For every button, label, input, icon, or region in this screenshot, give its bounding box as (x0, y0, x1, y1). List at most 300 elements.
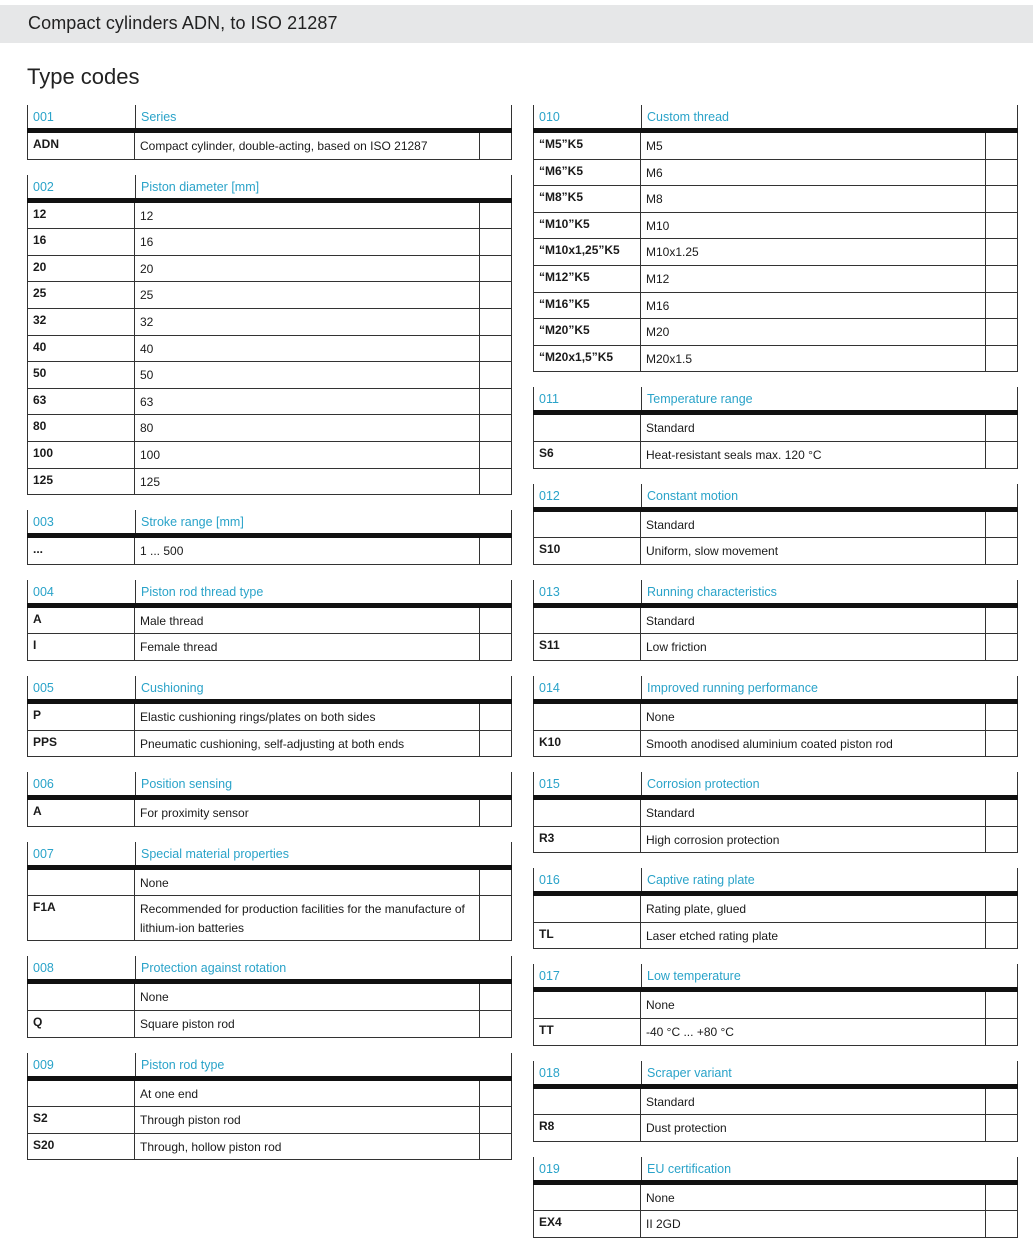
divider (511, 105, 512, 128)
option-description: Standard (641, 512, 986, 538)
left-column (27, 105, 512, 1175)
table-row (533, 827, 1018, 854)
selection-cell (480, 1081, 511, 1107)
group-code: 006 (33, 777, 54, 792)
divider (641, 1061, 642, 1084)
selection-cell (480, 133, 511, 159)
option-code (534, 512, 641, 538)
table-row (27, 1134, 512, 1161)
group-code: 002 (33, 179, 54, 194)
group-label: Custom thread (647, 110, 729, 124)
option-description: None (135, 984, 480, 1010)
option-code: 63 (28, 389, 135, 415)
option-description: Pneumatic cushioning, self-adjusting at both ends (135, 731, 480, 757)
selection-cell (480, 1011, 511, 1037)
option-code: S2 (28, 1107, 135, 1133)
option-code (534, 992, 641, 1018)
option-description: Compact cylinder, double-acting, based on ISO 21287 (135, 133, 480, 159)
table-row (533, 415, 1018, 442)
option-code: 20 (28, 256, 135, 282)
group-code: 019 (539, 1161, 560, 1176)
divider (641, 772, 642, 795)
group-label: Series (141, 110, 177, 124)
group-header (533, 1061, 1018, 1084)
option-code (534, 608, 641, 634)
option-description: None (641, 992, 986, 1018)
selection-cell (480, 1134, 511, 1160)
type-code-group (533, 484, 1018, 565)
divider (641, 1157, 642, 1180)
option-code: ... (28, 538, 135, 564)
divider (135, 772, 136, 795)
option-code: “M20x1,5”K5 (534, 346, 641, 372)
table-row (533, 896, 1018, 923)
table-row (27, 389, 512, 416)
option-description: Low friction (641, 634, 986, 660)
table-row (533, 1019, 1018, 1046)
option-description: Square piston rod (135, 1011, 480, 1037)
type-code-group (27, 510, 512, 565)
option-code (28, 1081, 135, 1107)
table-row (27, 256, 512, 283)
type-code-group (533, 772, 1018, 853)
group-label: Low temperature (647, 969, 741, 984)
option-code (28, 984, 135, 1010)
divider (511, 510, 512, 533)
option-code (534, 1089, 641, 1115)
group-label: Protection against rotation (141, 961, 287, 976)
table-row (533, 319, 1018, 346)
group-label: Special material properties (141, 846, 289, 861)
option-description: M12 (641, 266, 986, 292)
option-code: ADN (28, 133, 135, 159)
selection-cell (480, 203, 511, 229)
table-row (533, 1089, 1018, 1116)
table-row (533, 923, 1018, 950)
divider (511, 580, 512, 603)
option-description: M16 (641, 293, 986, 319)
option-code (534, 415, 641, 441)
selection-cell (480, 1107, 511, 1133)
option-code (534, 1185, 641, 1211)
divider (511, 676, 512, 699)
group-header (533, 964, 1018, 987)
option-description: M10 (641, 213, 986, 239)
group-header (533, 1157, 1018, 1180)
type-code-group (533, 1157, 1018, 1238)
type-code-group (533, 868, 1018, 949)
option-code: 32 (28, 309, 135, 335)
group-code: 011 (539, 392, 559, 407)
selection-cell (986, 800, 1017, 826)
divider (1017, 580, 1018, 603)
type-code-group (27, 1053, 512, 1161)
table-row (27, 704, 512, 731)
table-row (27, 896, 512, 941)
divider (641, 484, 642, 507)
selection-cell (986, 1185, 1017, 1211)
table-row (27, 731, 512, 758)
selection-cell (986, 186, 1017, 212)
option-description: 20 (135, 256, 480, 282)
selection-cell (480, 256, 511, 282)
type-code-group (27, 105, 512, 160)
option-description: M6 (641, 160, 986, 186)
divider (641, 676, 642, 699)
selection-cell (986, 213, 1017, 239)
selection-cell (480, 442, 511, 468)
divider (1017, 387, 1018, 410)
divider (1017, 1157, 1018, 1180)
table-row (533, 538, 1018, 565)
group-label: Stroke range [mm] (141, 515, 244, 530)
table-row (27, 309, 512, 336)
option-description: 50 (135, 362, 480, 388)
group-code: 005 (33, 680, 54, 695)
option-description: Rating plate, glued (641, 896, 986, 922)
option-code: 12 (28, 203, 135, 229)
table-row (533, 186, 1018, 213)
option-description: Heat-resistant seals max. 120 °C (641, 442, 986, 468)
group-code: 003 (33, 515, 54, 530)
selection-cell (986, 992, 1017, 1018)
table-row (533, 442, 1018, 469)
selection-cell (986, 896, 1017, 922)
option-code: 50 (28, 362, 135, 388)
type-code-group (533, 387, 1018, 468)
option-description: 125 (135, 469, 480, 495)
selection-cell (480, 309, 511, 335)
option-code: Q (28, 1011, 135, 1037)
table-row (27, 800, 512, 827)
selection-cell (480, 389, 511, 415)
type-code-group (27, 956, 512, 1037)
group-header (27, 1053, 512, 1076)
type-code-group (27, 772, 512, 827)
option-code: TL (534, 923, 641, 949)
table-row (27, 442, 512, 469)
option-code (534, 704, 641, 730)
divider (641, 964, 642, 987)
divider (641, 580, 642, 603)
selection-cell (986, 346, 1017, 372)
option-description: 25 (135, 282, 480, 308)
option-code: “M10”K5 (534, 213, 641, 239)
page-title: Type codes (27, 64, 140, 89)
option-description: None (641, 704, 986, 730)
option-code: PPS (28, 731, 135, 757)
option-code: “M20”K5 (534, 319, 641, 345)
option-code: S20 (28, 1134, 135, 1160)
option-description: Standard (641, 1089, 986, 1115)
group-label: Piston diameter [mm] (141, 179, 260, 194)
selection-cell (480, 896, 511, 940)
group-header (27, 772, 512, 795)
divider (135, 956, 136, 979)
selection-cell (986, 1115, 1017, 1141)
table-row (27, 229, 512, 256)
group-header (533, 868, 1018, 891)
option-description: Smooth anodised aluminium coated piston rod (641, 731, 986, 757)
table-row (27, 336, 512, 363)
group-code: 007 (33, 846, 54, 861)
option-description: Recommended for production facilities for the manufacture of lithium-ion batteries (135, 896, 480, 940)
divider (641, 868, 642, 891)
group-code: 008 (33, 961, 54, 976)
option-description: At one end (135, 1081, 480, 1107)
right-column (533, 105, 1018, 1253)
option-description: 40 (135, 336, 480, 362)
option-description: Dust protection (641, 1115, 986, 1141)
group-label: Cushioning (141, 680, 204, 695)
option-description: 16 (135, 229, 480, 255)
selection-cell (986, 923, 1017, 949)
type-code-group (27, 580, 512, 661)
option-code: S10 (534, 538, 641, 564)
group-label: Scraper variant (647, 1065, 732, 1080)
option-description: 32 (135, 309, 480, 335)
option-description: None (641, 1185, 986, 1211)
divider (1017, 772, 1018, 795)
option-code: 125 (28, 469, 135, 495)
option-description: M20 (641, 319, 986, 345)
group-code: 010 (539, 110, 560, 124)
divider (1017, 484, 1018, 507)
option-code: I (28, 634, 135, 660)
divider (135, 1053, 136, 1076)
option-code: “M6”K5 (534, 160, 641, 186)
table-row (27, 469, 512, 496)
selection-cell (480, 608, 511, 634)
selection-cell (986, 293, 1017, 319)
group-code: 015 (539, 777, 560, 792)
selection-cell (986, 442, 1017, 468)
group-label: Piston rod thread type (141, 584, 264, 599)
selection-cell (986, 160, 1017, 186)
group-code: 004 (33, 584, 54, 599)
type-code-group (533, 580, 1018, 661)
selection-cell (986, 512, 1017, 538)
option-code: A (28, 800, 135, 826)
group-label: Improved running performance (647, 680, 818, 695)
group-label: Corrosion protection (647, 777, 760, 792)
selection-cell (986, 731, 1017, 757)
option-code: R8 (534, 1115, 641, 1141)
selection-cell (986, 827, 1017, 853)
table-row (533, 608, 1018, 635)
selection-cell (480, 538, 511, 564)
option-description: Standard (641, 415, 986, 441)
group-header (533, 105, 1018, 128)
header-bar (0, 5, 1033, 43)
type-code-group (533, 676, 1018, 757)
option-code: TT (534, 1019, 641, 1045)
table-row (533, 213, 1018, 240)
option-description: -40 °C ... +80 °C (641, 1019, 986, 1045)
selection-cell (986, 133, 1017, 159)
divider (511, 1053, 512, 1076)
option-description: M20x1.5 (641, 346, 986, 372)
table-row (533, 704, 1018, 731)
table-row (27, 362, 512, 389)
table-row (533, 992, 1018, 1019)
table-row (533, 239, 1018, 266)
divider (511, 175, 512, 198)
divider (641, 105, 642, 128)
option-code: R3 (534, 827, 641, 853)
table-row (533, 634, 1018, 661)
table-row (27, 870, 512, 897)
table-row (533, 160, 1018, 187)
option-description: Laser etched rating plate (641, 923, 986, 949)
group-label: Captive rating plate (647, 873, 755, 888)
group-code: 016 (539, 873, 560, 888)
group-header (533, 676, 1018, 699)
option-description: M10x1.25 (641, 239, 986, 265)
option-description: Elastic cushioning rings/plates on both sides (135, 704, 480, 730)
type-code-group (533, 964, 1018, 1045)
option-description: Uniform, slow movement (641, 538, 986, 564)
divider (135, 175, 136, 198)
option-code: “M10x1,25”K5 (534, 239, 641, 265)
selection-cell (986, 608, 1017, 634)
option-description: Through piston rod (135, 1107, 480, 1133)
group-label: Constant motion (647, 488, 739, 503)
selection-cell (986, 319, 1017, 345)
group-label: EU certification (647, 1161, 732, 1176)
group-header (533, 772, 1018, 795)
table-row (533, 1185, 1018, 1212)
selection-cell (480, 800, 511, 826)
selection-cell (986, 1089, 1017, 1115)
option-code (28, 870, 135, 896)
group-code: 001 (33, 110, 54, 124)
option-code: 100 (28, 442, 135, 468)
option-description: Male thread (135, 608, 480, 634)
option-description: Female thread (135, 634, 480, 660)
selection-cell (986, 239, 1017, 265)
type-code-group (27, 175, 512, 496)
group-header (27, 842, 512, 865)
selection-cell (480, 469, 511, 495)
table-row (27, 133, 512, 160)
selection-cell (986, 1211, 1017, 1237)
option-code: “M8”K5 (534, 186, 641, 212)
selection-cell (480, 984, 511, 1010)
selection-cell (480, 336, 511, 362)
group-header (27, 676, 512, 699)
option-code: 80 (28, 415, 135, 441)
divider (1017, 868, 1018, 891)
selection-cell (986, 704, 1017, 730)
table-row (27, 1107, 512, 1134)
table-row (27, 1081, 512, 1108)
table-row (533, 293, 1018, 320)
group-header (533, 387, 1018, 410)
option-description: Standard (641, 800, 986, 826)
option-description: 1 ... 500 (135, 538, 480, 564)
option-code: EX4 (534, 1211, 641, 1237)
type-code-group (27, 842, 512, 942)
option-description: 80 (135, 415, 480, 441)
option-code: S11 (534, 634, 641, 660)
option-description: Through, hollow piston rod (135, 1134, 480, 1160)
table-row (27, 282, 512, 309)
option-code: 25 (28, 282, 135, 308)
group-code: 014 (539, 680, 560, 695)
option-description: Standard (641, 608, 986, 634)
table-row (533, 1115, 1018, 1142)
option-code: A (28, 608, 135, 634)
group-label: Temperature range (647, 392, 753, 407)
divider (511, 842, 512, 865)
group-label: Running characteristics (647, 584, 777, 599)
option-code (534, 896, 641, 922)
selection-cell (480, 704, 511, 730)
group-code: 009 (33, 1057, 54, 1072)
option-description: None (135, 870, 480, 896)
selection-cell (480, 415, 511, 441)
option-code: P (28, 704, 135, 730)
divider (511, 772, 512, 795)
option-code: “M16”K5 (534, 293, 641, 319)
group-label: Position sensing (141, 777, 233, 792)
selection-cell (480, 870, 511, 896)
option-code: S6 (534, 442, 641, 468)
divider (641, 387, 642, 410)
group-header (27, 105, 512, 128)
selection-cell (986, 634, 1017, 660)
table-row (27, 984, 512, 1011)
option-description: M8 (641, 186, 986, 212)
divider (1017, 964, 1018, 987)
group-header (27, 580, 512, 603)
option-code: “M5”K5 (534, 133, 641, 159)
option-description: For proximity sensor (135, 800, 480, 826)
group-header (27, 175, 512, 198)
divider (1017, 676, 1018, 699)
table-row (27, 608, 512, 635)
selection-cell (986, 415, 1017, 441)
option-code: 40 (28, 336, 135, 362)
table-row (533, 346, 1018, 373)
group-header (27, 510, 512, 533)
option-code: F1A (28, 896, 135, 940)
group-header (27, 956, 512, 979)
divider (135, 842, 136, 865)
type-code-group (533, 105, 1018, 372)
table-row (533, 266, 1018, 293)
divider (135, 105, 136, 128)
group-code: 017 (539, 969, 560, 984)
type-code-group (27, 676, 512, 757)
group-code: 018 (539, 1065, 560, 1080)
option-description: 63 (135, 389, 480, 415)
divider (135, 676, 136, 699)
option-description: M5 (641, 133, 986, 159)
table-row (533, 512, 1018, 539)
selection-cell (986, 538, 1017, 564)
divider (1017, 105, 1018, 128)
selection-cell (480, 634, 511, 660)
document-title: Compact cylinders ADN, to ISO 21287 (28, 13, 338, 33)
group-label: Piston rod type (141, 1057, 225, 1072)
option-code (534, 800, 641, 826)
group-header (533, 580, 1018, 603)
option-code: “M12”K5 (534, 266, 641, 292)
selection-cell (480, 362, 511, 388)
table-row (533, 1211, 1018, 1238)
